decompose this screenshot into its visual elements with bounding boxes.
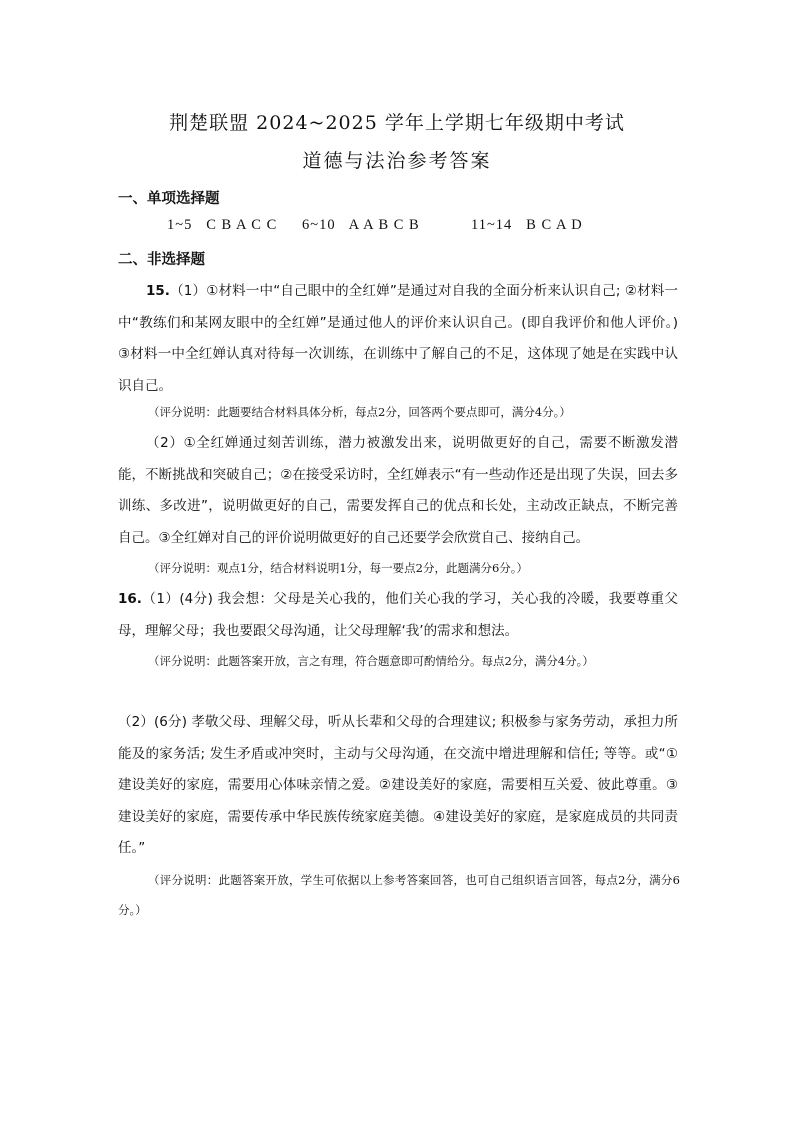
q15-part1-answer [118,276,678,402]
q16-part1-text: （1）(4分) 我会想：父母是关心我的，他们关心我的学习，关心我的冷暖，我要尊重父母，理解父母；我也要跟父母沟通，让父母理解‘我’的需求和想法。 [118,591,678,639]
q15-part1-text: （1）①材料一中“自己眼中的全红婵”是通过对自我的全面分析来认识自己; ②材料一中“教练们和某网友眼中的全红婵”是通过他人的评价来认识自己。(即自我评价和他人评价。) ③材料一中全红婵认真对待每一次训练，在训练中了解自己的不足，这体现了她是在实践中认识自己。 [118,283,678,394]
mc-answers-11-14: 11~14 B C A D [471,217,583,233]
q15-number: 15. [146,283,170,299]
q15-part2-answer: （2）①全红婵通过刻苦训练，潜力被激发出来，说明做更好的自己，需要不断激发潜能，不断挑战和突破自己；②在接受采访时，全红婵表示“有一些动作还是出现了失误，回去多训练、多改进”，说明做更好的自己，需要发挥自己的优点和长处，主动改正缺点，不断完善自己。③全红婵对自己的评价说明做更好的自己还要学会欣赏自己、接纳自己。 [118,435,678,546]
document-subtitle: 道德与法治参考答案 [302,150,492,172]
mc-answers-1-5: 1~5 C B A C C [167,217,278,233]
section-heading-non-choice: 二、非选择题 [118,252,205,268]
q16-number: 16. [118,591,142,607]
q15-part2-scoring-note: （评分说明：观点1分，结合材料说明1分，每一要点2分，此题满分6分。） [148,561,529,575]
q15-part1-scoring-note: （评分说明：此题要结合材料具体分析，每点2分，回答两个要点即可，满分4分。） [148,405,571,419]
q16-part1-answer [118,584,678,647]
document-title: 荆楚联盟 2024~2025 学年上学期七年级期中考试 [169,112,625,134]
q16-part2-scoring-note: （评分说明：此题答案开放，学生可依据以上参考答案回答，也可自己组织语言回答，每点2分，满分6分。） [118,873,680,917]
section-heading-multiple-choice: 一、单项选择题 [118,191,220,207]
q16-part2-answer: （2）(6分) 孝敬父母、理解父母，听从长辈和父母的合理建议; 积极参与家务劳动，承担力所能及的家务活; 发生矛盾或冲突时，主动与父母沟通，在交流中增进理解和信任; 等等。或“①建设美好的家庭，需要用心体味亲情之爱。②建设美好的家庭，需要相互关爱、彼此尊重。③建设美好的家庭，需要传承中华民族传统家庭美德。④建设美好的家庭，是家庭成员的共同责任。” [118,714,678,857]
q16-part1-scoring-note: （评分说明：此题答案开放，言之有理，符合题意即可酌情给分。每点2分，满分4分。） [148,654,594,668]
mc-answers-6-10: 6~10 A A B C B [302,217,420,233]
